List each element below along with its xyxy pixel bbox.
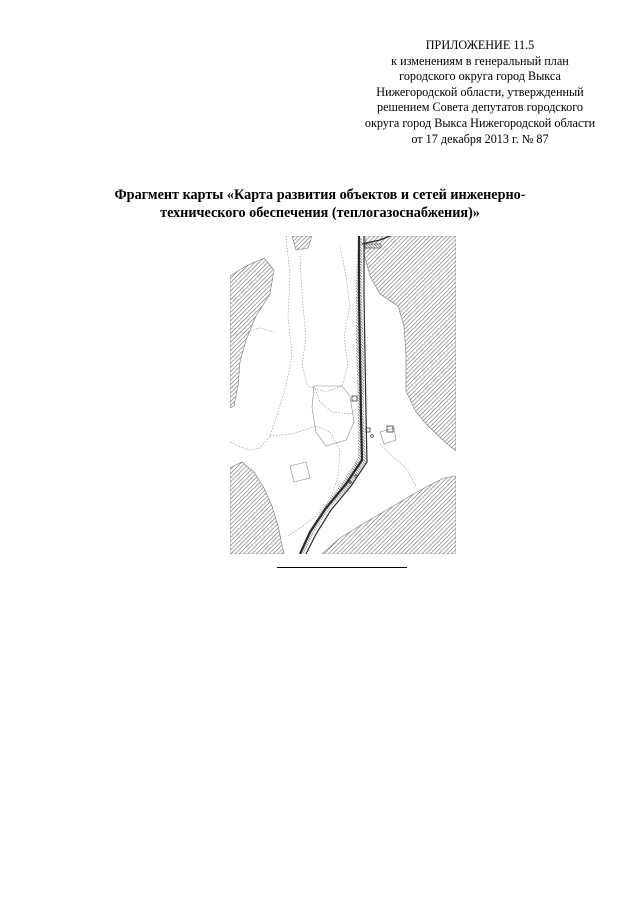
title-line-2: технического обеспечения (теплогазоснабжения)» bbox=[160, 205, 480, 221]
closing-rule bbox=[277, 567, 407, 568]
facility-square bbox=[352, 396, 357, 401]
zone-top-right bbox=[364, 236, 456, 451]
pipeline-marker bbox=[365, 244, 381, 248]
zone-left bbox=[230, 258, 274, 408]
appendix-date-line: от 17 декабря 2013 г. № 87 bbox=[411, 131, 549, 146]
title-line-1: Фрагмент карты «Карта развития объектов и сетей инженерно- bbox=[114, 187, 526, 203]
appendix-line: решением Совета депутатов городского bbox=[376, 100, 584, 115]
map-fragment-title bbox=[60, 186, 580, 222]
zone-left-lower bbox=[230, 462, 284, 554]
appendix-line: к изменениям в генеральный план bbox=[391, 53, 569, 68]
facility-point bbox=[371, 435, 374, 438]
map-fragment bbox=[230, 236, 456, 554]
zone-small-top-left bbox=[292, 236, 312, 250]
hatched-zones bbox=[230, 236, 456, 554]
appendix-header bbox=[330, 38, 630, 147]
appendix-line: Нижегородской области, утвержденный bbox=[376, 84, 584, 99]
appendix-line: округа город Выкса Нижегородской области bbox=[364, 115, 596, 130]
parcel-outlines bbox=[290, 386, 396, 482]
appendix-number: ПРИЛОЖЕНИЕ 11.5 bbox=[425, 38, 535, 52]
appendix-line: городского округа город Выкса bbox=[399, 69, 561, 84]
